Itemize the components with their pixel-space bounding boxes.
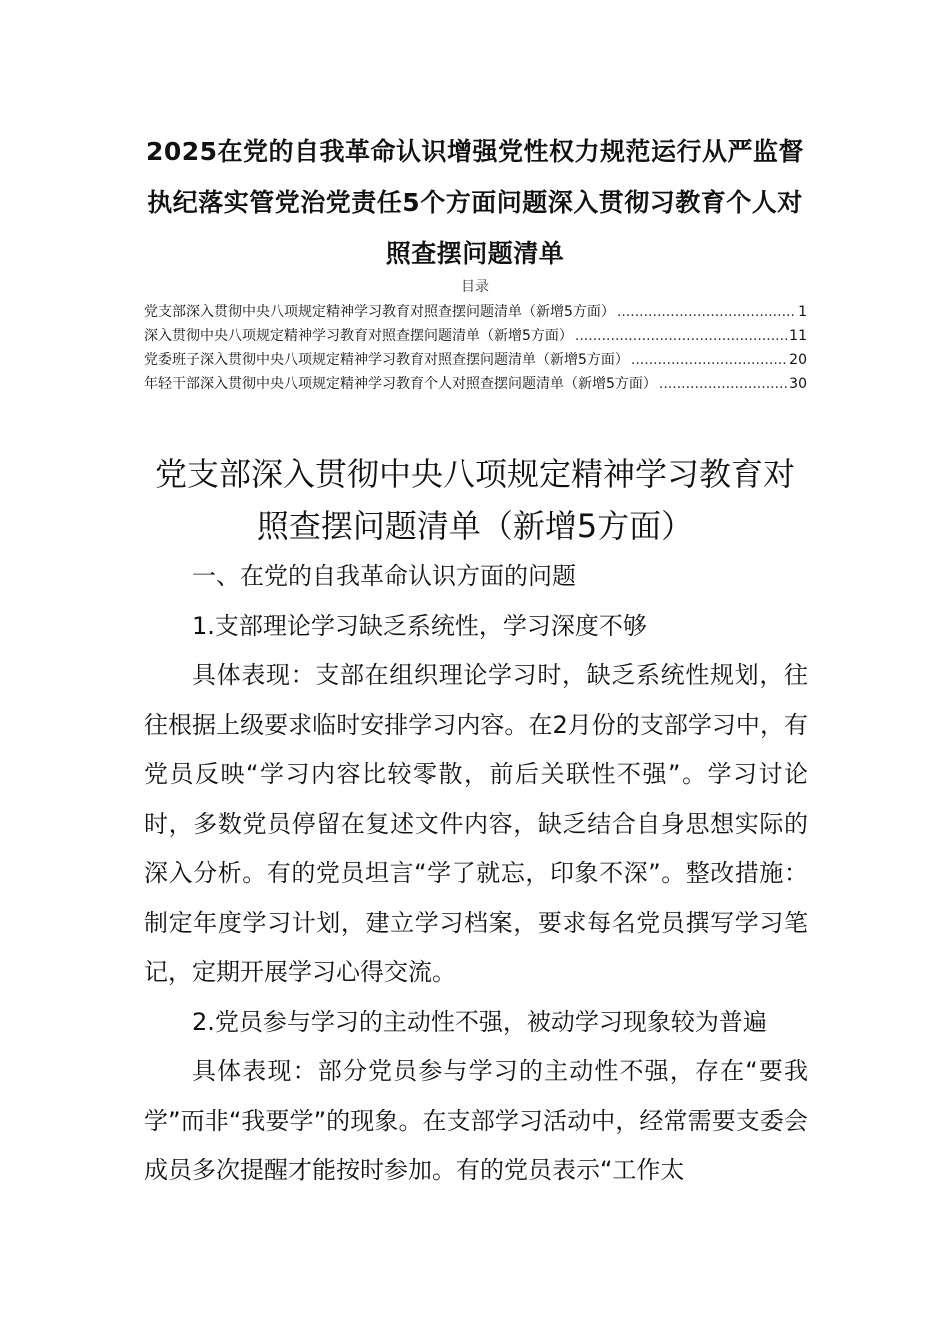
section-title: 党支部深入贯彻中央八项规定精神学习教育对照查摆问题清单（新增5方面） <box>154 455 795 545</box>
toc-leader-dots <box>659 372 787 396</box>
body-text <box>144 552 808 1196</box>
toc-leader-dots <box>575 324 787 348</box>
toc-entry-page: 1 <box>798 304 807 320</box>
toc-entry-title: 深入贯彻中央八项规定精神学习教育对照查摆问题清单（新增5方面） <box>144 328 573 344</box>
toc-entry[interactable] <box>144 372 807 396</box>
toc-entry-page: 20 <box>789 352 807 368</box>
section-heading: 一、在党的自我革命认识方面的问题 <box>192 562 576 590</box>
toc-entry[interactable] <box>144 300 807 324</box>
issue-paragraph: 具体表现：支部在组织理论学习时，缺乏系统性规划，往往根据上级要求临时安排学习内容。在2月份的支部学习中，有党员反映“学习内容比较零散，前后关联性不强”。学习讨论时，多数党员停留在复述文件内容，缺乏结合自身思想实际的深入分析。有的党员坦言“学了就忘，印象不深”。整改措施：制定年度学习计划，建立学习档案，要求每名党员撰写学习笔记，定期开展学习心得交流。 <box>144 661 808 986</box>
toc-entry-page: 11 <box>789 328 807 344</box>
toc-leader-dots <box>631 348 787 372</box>
issue-heading: 1.支部理论学习缺乏系统性，学习深度不够 <box>192 611 647 640</box>
issue-paragraph: 具体表现：部分党员参与学习的主动性不强，存在“要我学”而非“我要学”的现象。在支部学习活动中，经常需要支委会成员多次提醒才能按时参加。有的党员表示“工作太 <box>144 1057 808 1184</box>
toc-entry[interactable] <box>144 348 807 372</box>
toc-leader-dots <box>617 300 796 324</box>
document-main-title: 2025在党的自我革命认识增强党性权力规范运行从严监督执纪落实管党治党责任5个方面问题深入贯彻习教育个人对照查摆问题清单 <box>145 137 805 268</box>
table-of-contents <box>144 300 807 396</box>
toc-entry[interactable] <box>144 324 807 348</box>
toc-entry-title: 年轻干部深入贯彻中央八项规定精神学习教育个人对照查摆问题清单（新增5方面） <box>144 376 657 392</box>
toc-heading: 目录 <box>461 279 489 295</box>
issue-heading: 2.党员参与学习的主动性不强，被动学习现象较为普遍 <box>192 1007 767 1036</box>
toc-entry-title: 党委班子深入贯彻中央八项规定精神学习教育对照查摆问题清单（新增5方面） <box>144 352 629 368</box>
toc-entry-page: 30 <box>789 376 807 392</box>
toc-entry-title: 党支部深入贯彻中央八项规定精神学习教育对照查摆问题清单（新增5方面） <box>144 304 615 320</box>
